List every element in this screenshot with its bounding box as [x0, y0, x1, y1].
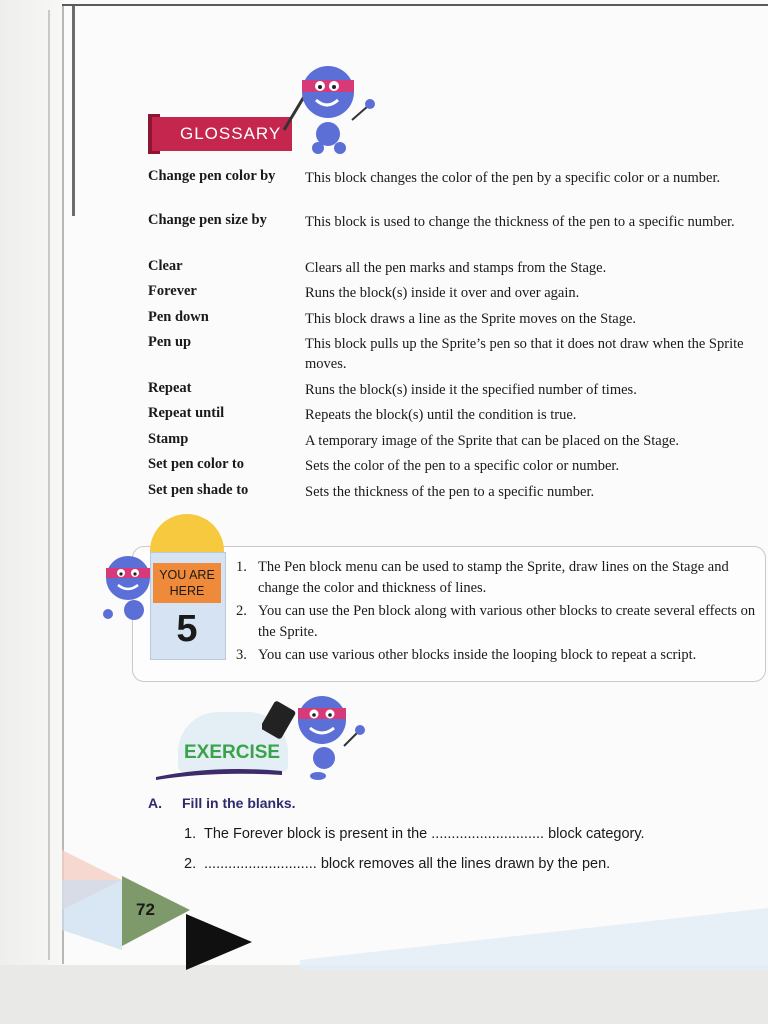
glossary-term: Clear	[148, 258, 183, 274]
footer-decoration	[0, 830, 768, 970]
you-are-here-line: YOU ARE	[159, 568, 215, 582]
you-are-here-label	[153, 563, 221, 603]
page-bottom-margin	[0, 965, 768, 1024]
page-number: 72	[136, 900, 155, 919]
section-title: Fill in the blanks.	[182, 795, 296, 811]
glossary-term: Stamp	[148, 431, 189, 447]
exercise-heading: EXERCISE	[184, 742, 281, 763]
summary-number: 3.	[236, 647, 247, 663]
question-number: 2.	[184, 856, 197, 872]
section-letter: A.	[148, 795, 162, 811]
summary-number: 2.	[236, 603, 247, 619]
summary-point	[236, 601, 758, 643]
page-top-edge	[62, 4, 768, 6]
glossary-term: Repeat	[148, 380, 192, 396]
glossary-definition: Sets the thickness of the pen to a specific number.	[305, 484, 595, 500]
glossary-definition: Repeats the block(s) until the condition is true.	[305, 407, 577, 423]
glossary-term: Forever	[148, 283, 197, 299]
glossary-definition: This block draws a line as the Sprite moves on the Stage.	[305, 311, 637, 327]
glossary-definition: Runs the block(s) inside it over and over again.	[305, 285, 580, 301]
mascot-exercise-icon	[262, 690, 372, 782]
summary-list	[236, 557, 758, 668]
glossary-definition: This block changes the color of the pen by a specific color or a number.	[305, 170, 721, 186]
glossary-term: Pen down	[148, 309, 209, 325]
summary-text: The Pen block menu can be used to stamp the Sprite, draw lines on the Stage and change the color and thickness of lines.	[258, 559, 729, 596]
summary-point	[236, 557, 758, 599]
summary-text: You can use various other blocks inside the looping block to repeat a script.	[258, 647, 697, 663]
mascot-waving-icon	[100, 552, 156, 624]
glossary-definition: Runs the block(s) inside it the specified number of times.	[305, 382, 637, 398]
chapter-number: 5	[176, 608, 198, 650]
glossary-term: Pen up	[148, 334, 192, 350]
glossary-definition: This block pulls up the Sprite’s pen so that it does not draw when the Sprite moves.	[305, 336, 744, 372]
glossary-definition: Sets the color of the pen to a specific color or number.	[305, 458, 620, 474]
binding-rule	[62, 6, 64, 964]
page-binding	[0, 0, 62, 965]
glossary-term: Change pen size by	[148, 212, 267, 228]
question-text: ............................ block removes all the lines drawn by the pen.	[204, 856, 611, 872]
question-text: The Forever block is present in the ............................ block category.	[204, 826, 645, 842]
summary-point	[236, 645, 758, 666]
mascot-pen-icon	[278, 60, 378, 156]
glossary-term: Change pen color by	[148, 168, 276, 184]
question-number: 1.	[184, 826, 197, 842]
glossary-term: Set pen color to	[148, 456, 244, 472]
binding-rule	[72, 6, 75, 216]
binding-rule	[48, 10, 50, 960]
summary-text: You can use the Pen block along with various other blocks to create several effects on the Sprite.	[258, 603, 756, 640]
summary-number: 1.	[236, 559, 247, 575]
glossary-definition: This block is used to change the thickness of the pen to a specific number.	[305, 214, 735, 230]
glossary-term: Repeat until	[148, 405, 225, 421]
glossary-term: Set pen shade to	[148, 482, 249, 498]
glossary-heading: GLOSSARY	[152, 117, 292, 151]
you-are-here-line: HERE	[169, 584, 205, 598]
glossary-definition: Clears all the pen marks and stamps from the Stage.	[305, 260, 607, 276]
section-heading	[148, 795, 296, 811]
glossary-definition: A temporary image of the Sprite that can be placed on the Stage.	[305, 433, 680, 449]
